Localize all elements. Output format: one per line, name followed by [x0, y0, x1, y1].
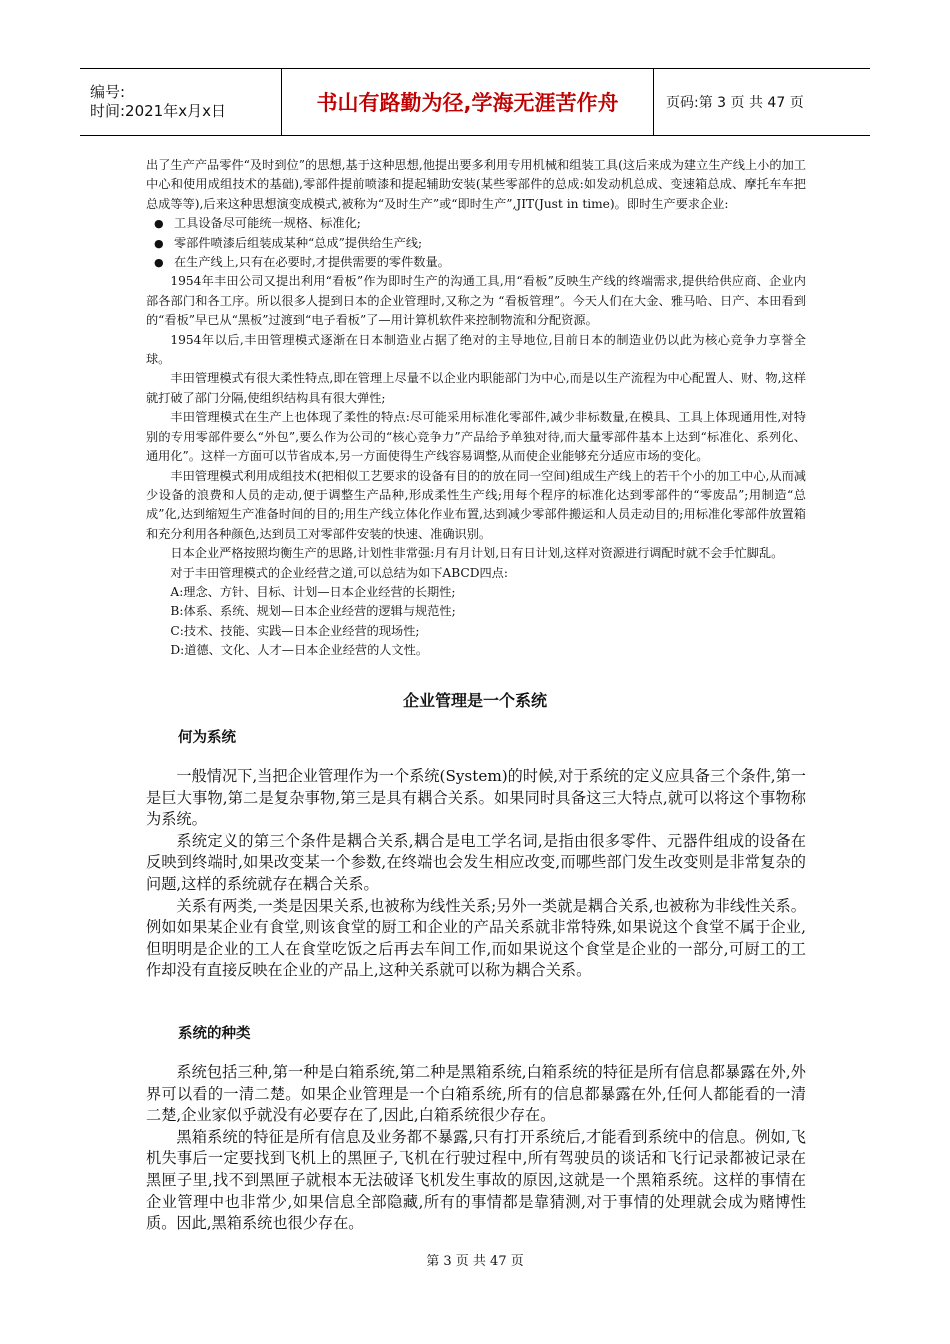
bullet-item: ● 在生产线上,只有在必要时,才提供需要的零件数量。	[146, 253, 806, 272]
bullet-item: ● 零部件喷漆后组装成某种“总成”提供给生产线;	[146, 234, 806, 253]
paragraph: 1954年以后,丰田管理模式逐渐在日本制造业占据了绝对的主导地位,目前日本的制造业仍以此为核心竞争力享誉全球。	[146, 332, 806, 367]
bullet-icon: ●	[154, 236, 164, 250]
header-motto: 书山有路勤为径,学海无涯苦作舟	[281, 69, 654, 135]
paragraph: 出了生产产品零件“及时到位”的思想,基于这种思想,他提出要多利用专用机械和组装工具(这后来成为建立生产线上小的加工中心和使用成组技术的基础),零部件提前喷漆和提起辅助安装(某些零部件的总成:如发动机总成、变速箱总成、摩托车车把总成等等),后来这种思想演变成模式,被称为“及时生产”或“即时生产”,JIT(Just in time)。即时生产要求企业:	[146, 158, 806, 211]
bullet-icon: ●	[154, 256, 164, 270]
abcd-item: D:道德、文化、人才—日本企业经营的人文性。	[170, 643, 429, 658]
paragraph: 1954年丰田公司又提出利用“看板”作为即时生产的沟通工具,用“看板”反映生产线的终端需求,提供给供应商、企业内部各部门和各工序。所以很多人提到日本的企业管理时,又称之为 “看板管理”。今天人们在大金、雅马哈、日产、本田看到的“看板”早已从“黑板”过渡到“电子看板”了—用计算机软件来控制物流和分配资源。	[146, 274, 806, 328]
abcd-item: C:技术、技能、实践—日本企业经营的现场性;	[170, 623, 420, 638]
paragraph: 黑箱系统的特征是所有信息及业务都不暴露,只有打开系统后,才能看到系统中的信息。例如,飞机失事后一定要找到飞机上的黑匣子,飞机在行驶过程中,所有驾驶员的谈话和飞行记录都被记录在黑匣子里,找不到黑匣子就根本无法破译飞机发生事故的原因,这就是一个黑箱系统。这样的事情在企业管理中也非常少,如果信息全部隐藏,所有的事情都是靠猜测,对于事情的处理就会成为赌博性质。因此,黑箱系统也很少存在。	[146, 1127, 806, 1233]
paragraph: 关系有两类,一类是因果关系,也被称为线性关系;另外一类就是耦合关系,也被称为非线性关系。例如如果某企业有食堂,则该食堂的厨工和企业的产品关系就非常特殊,如果说这个食堂不属于企业,但明明是企业的工人在食堂吃饭之后再去车间工作,而如果说这个食堂是企业的一部分,可厨工的工作却没有直接反映在企业的产品上,这种关系就可以称为耦合关系。	[146, 896, 806, 980]
number-label: 编号:	[90, 83, 126, 101]
section-title: 企业管理是一个系统	[402, 691, 547, 710]
paragraph: 日本企业严格按照均衡生产的思路,计划性非常强:月有月计划,日有日计划,这样对资源进行调配时就不会手忙脚乱。	[170, 546, 784, 561]
paragraph: 系统定义的第三个条件是耦合关系,耦合是电工学名词,是指由很多零件、元器件组成的设备在反映到终端时,如果改变某一个参数,在终端也会发生相应改变,而哪些部门发生改变则是非常复杂的问题,这样的系统就存在耦合关系。	[146, 831, 806, 893]
paragraph: 一般情况下,当把企业管理作为一个系统(System)的时候,对于系统的定义应具备三个条件,第一是巨大事物,第二是复杂事物,第三是具有耦合关系。如果同时具备这三大特点,就可以将这个事物称为系统。	[146, 767, 806, 829]
paragraph: 丰田管理模式在生产上也体现了柔性的特点:尽可能采用标准化零部件,减少非标数量,在模具、工具上体现通用性,对特别的专用零部件要么“外包”,要么作为公司的“核心竞争力”产品给予单独对待,而大量零部件基本上达到“标准化、系列化、通用化”。这样一方面可以节省成本,另一方面使得生产线容易调整,从而使企业能够充分适应市场的变化。	[146, 410, 806, 464]
system-definition-block	[146, 766, 806, 982]
paragraph: 丰田管理模式有很大柔性特点,即在管理上尽量不以企业内职能部门为中心,而是以生产流程为中心配置人、财、物,这样就打破了部门分隔,使组织结构具有很大弹性;	[146, 371, 806, 405]
paragraph: 丰田管理模式利用成组技术(把相似工艺要求的设备有目的的放在同一空间)组成生产线上的若干个小的加工中心,从而减少设备的浪费和人员的走动,便于调整生产品种,形成柔性生产线;用每个程序的标准化达到零部件的“零废品”;用制造“总成”化,达到缩短生产准备时间的目的;用生产线立体化作业布置,达到减少零部件搬运和人员走动目的;用标准化零部件放置箱和充分利用各种颜色,达到员工对零部件安装的快速、准确识别。	[146, 468, 806, 541]
subheading-what-is-system: 何为系统	[178, 730, 236, 746]
system-types-block	[146, 1062, 806, 1235]
bullet-icon: ●	[154, 217, 164, 231]
page-footer: 第 3 页 共 47 页	[426, 1254, 524, 1269]
page-header	[80, 68, 870, 136]
date-label: 时间:2021年x月x日	[90, 102, 226, 120]
abcd-item: B:体系、系统、规划—日本企业经营的逻辑与规范性;	[170, 604, 456, 619]
paragraph: 系统包括三种,第一种是白箱系统,第二种是黑箱系统,白箱系统的特征是所有信息都暴露在外,外界可以看的一清二楚。如果企业管理是一个白箱系统,所有的信息都暴露在外,任何人都能看的一清二楚,企业家似乎就没有必要存在了,因此,白箱系统很少存在。	[146, 1063, 806, 1125]
abcd-item: A:理念、方针、目标、计划—日本企业经营的长期性;	[170, 584, 456, 599]
paragraph: 对于丰田管理模式的企业经营之道,可以总结为如下ABCD四点:	[170, 565, 508, 580]
bullet-item: ● 工具设备尽可能统一规格、标准化;	[146, 214, 806, 233]
subheading-system-types: 系统的种类	[178, 1026, 251, 1042]
small-text-block	[146, 156, 806, 661]
header-page-info: 页码:第 3 页 共 47 页	[666, 95, 804, 111]
header-meta	[80, 69, 281, 135]
